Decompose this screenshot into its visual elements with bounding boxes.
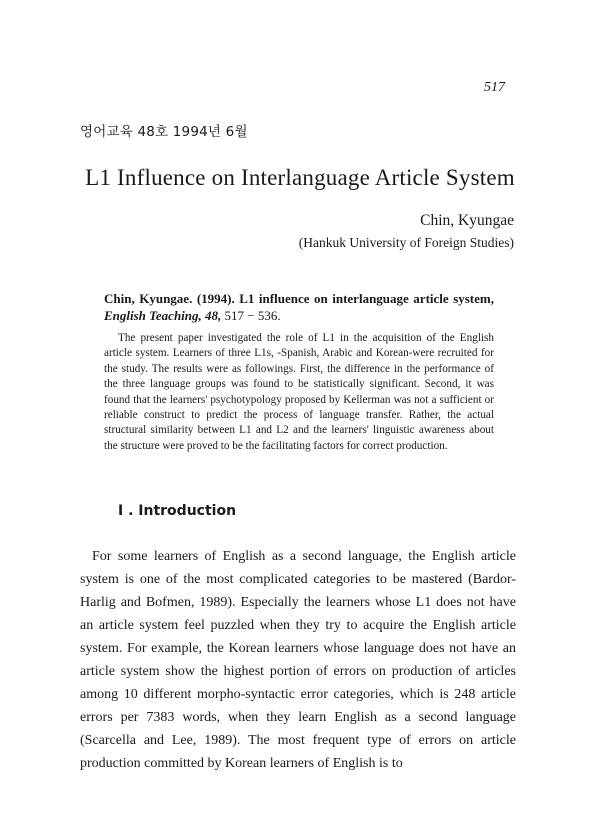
section-heading-introduction: I . Introduction — [118, 503, 237, 519]
abstract: The present paper investigated the role of L1 in the acquisition of the English article system. Learners of three L1s, -Spanish, Arabic and Korean-were recruited for the study. The results were as followings. First, the difference in the performance of the three language groups was found to be statistically significant. Second, it was found that the learners' psychotypology proposed by Kellerman was not a sufficient or reliable construct to predict the process of language transfer. Rather, the actual structural similarity between L1 and L2 and the learners' linguistic awareness about the structure were proved to be the facilitating factors for correct production. — [104, 332, 494, 452]
citation-lead: Chin, Kyungae. (1994). L1 influence on interlanguage article system, — [104, 291, 494, 306]
paper-title: L1 Influence on Interlanguage Article System — [85, 165, 515, 190]
citation — [104, 290, 494, 324]
citation-pages: 517 − 536. — [224, 308, 281, 323]
citation-journal: English Teaching, 48, — [104, 308, 222, 323]
author-name: Chin, Kyungae — [420, 212, 514, 229]
introduction-paragraph: For some learners of English as a second language, the English article system is one of the most complicated categories to be mastered (Bardor-Harlig and Bofmen, 1989). Especially the learners whose L1 does not have an article system feel puzzled when they try to acquire the English article system. For example, the Korean learners whose language does not have an article system show the highest portion of errors on production of articles among 10 different morpho-syntactic error categories, which is 248 article errors per 7383 words, when they learn English as a second language (Scarcella and Lee, 1989). The most frequent type of errors on article production committed by Korean learners of English is to — [80, 549, 516, 771]
page-number: 517 — [484, 80, 505, 95]
author-affiliation: (Hankuk University of Foreign Studies) — [298, 235, 514, 250]
journal-issue-line: 영어교육 48호 1994년 6월 — [80, 124, 248, 140]
